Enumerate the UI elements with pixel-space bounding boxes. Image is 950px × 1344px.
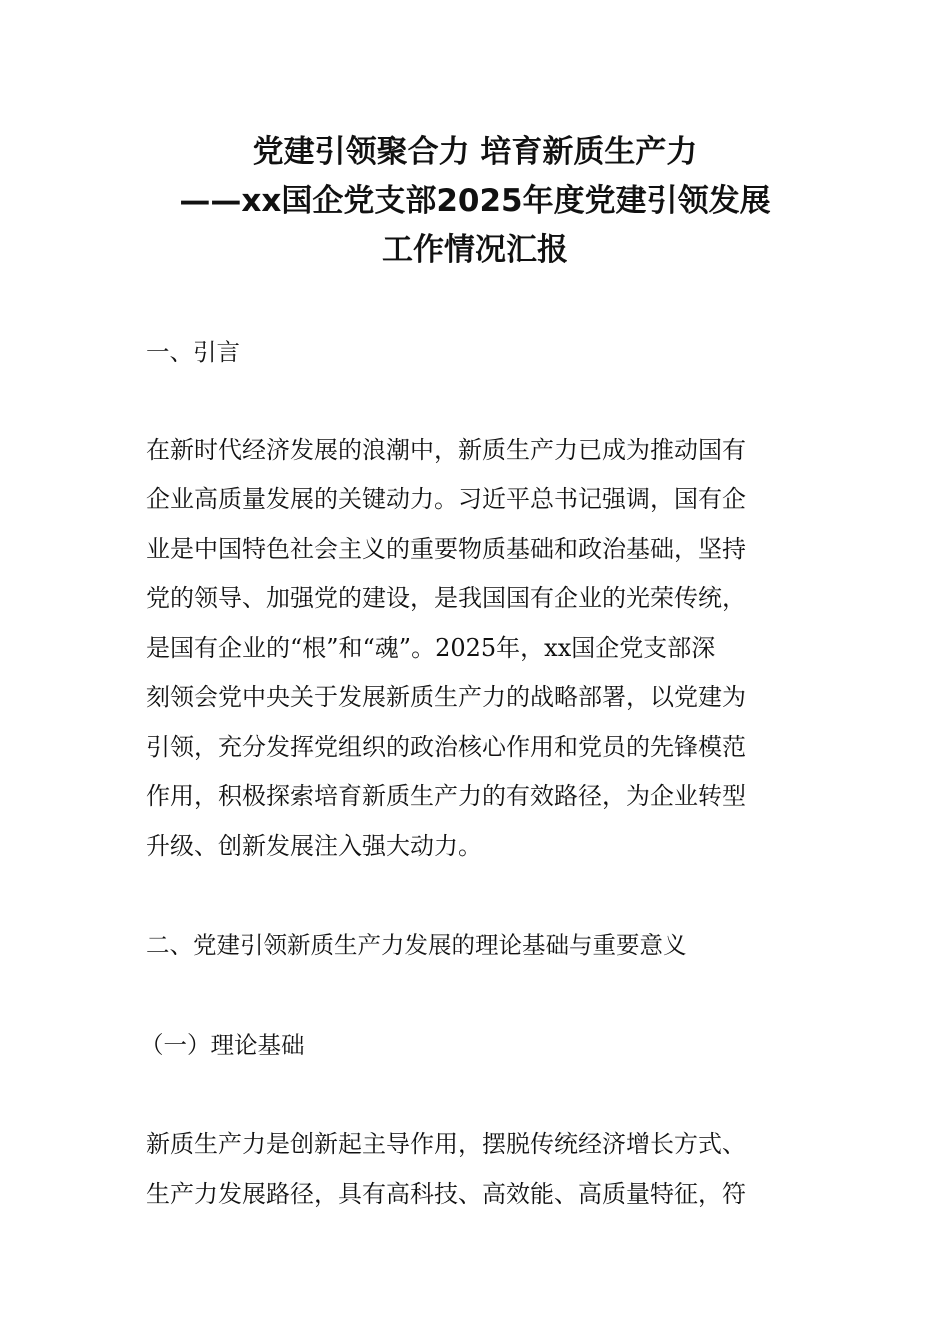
- intro-paragraph-line: 是国有企业的“根”和“魂”。2025年，xx国企党支部深: [146, 634, 716, 662]
- title-line-1: 党建引领聚合力 培育新质生产力: [252, 134, 698, 170]
- subsection-heading-theory-basis: （一）理论基础: [140, 1031, 305, 1059]
- intro-paragraph-line: 作用，积极探索培育新质生产力的有效路径，为企业转型: [146, 782, 746, 810]
- intro-paragraph-line: 业是中国特色社会主义的重要物质基础和政治基础，坚持: [146, 535, 746, 563]
- intro-paragraph-line: 在新时代经济发展的浪潮中，新质生产力已成为推动国有: [146, 436, 746, 464]
- intro-paragraph-line: 引领，充分发挥党组织的政治核心作用和党员的先锋模范: [146, 733, 746, 761]
- title-line-3: 工作情况汇报: [382, 232, 568, 268]
- intro-paragraph-line: 企业高质量发展的关键动力。习近平总书记强调，国有企: [146, 485, 746, 513]
- intro-paragraph-line: 刻领会党中央关于发展新质生产力的战略部署，以党建为: [146, 683, 746, 711]
- section-heading-introduction: 一、引言: [146, 338, 240, 366]
- section-heading-theory-significance: 二、党建引领新质生产力发展的理论基础与重要意义: [146, 931, 687, 959]
- theory-paragraph-line: 生产力发展路径，具有高科技、高效能、高质量特征，符: [146, 1180, 746, 1208]
- title-line-2: ——xx国企党支部2025年度党建引领发展: [179, 183, 771, 219]
- intro-paragraph-line: 升级、创新发展注入强大动力。: [146, 832, 482, 860]
- intro-paragraph-line: 党的领导、加强党的建设，是我国国有企业的光荣传统，: [146, 584, 746, 612]
- theory-paragraph-line: 新质生产力是创新起主导作用，摆脱传统经济增长方式、: [146, 1130, 746, 1158]
